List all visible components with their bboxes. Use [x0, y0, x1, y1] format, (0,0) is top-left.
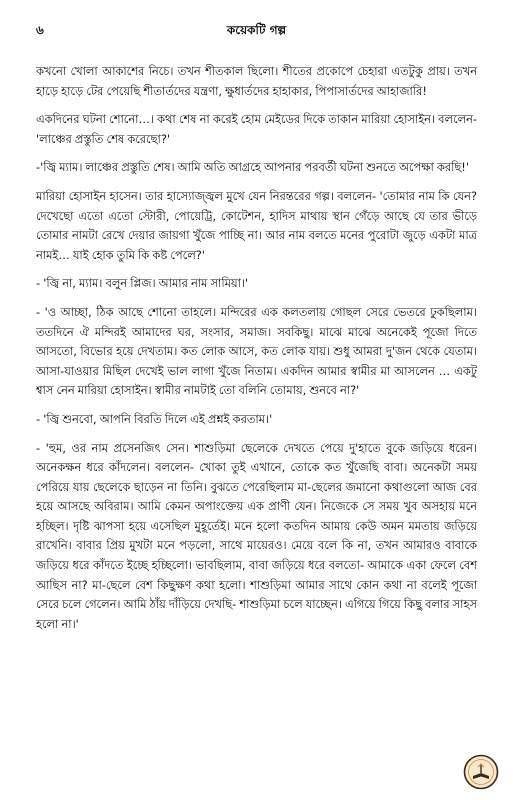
page-number: ৬: [36, 23, 44, 37]
page-header: [36, 22, 477, 42]
running-title: কয়েকটি গল্প: [226, 23, 287, 37]
paragraph: -'জ্বি ম্যাম। লাঞ্চের প্রস্তুতি শেষ। আমি অতি আগ্রহে আপনার পরবর্তী ঘটনা শুনতে অপেক্ষা করছি!': [36, 160, 469, 175]
body-text: [36, 62, 477, 643]
paragraph: - 'হুম, ওর নাম প্রসেনজিৎ সেন। শাশুড়িমা ছেলেকে দেখতে পেয়ে দু'হাতে বুকে জড়িয়ে ধরেন। অনেকক্ষন ধরে কাঁদলেন। বললেন- খোকা তুই এখানে, তোকে কত খুঁজেছি বাবা। অনেকটা সময় পেরিয়ে যায় ছেলেকে ছাড়েন না তিনি। বুঝতে পেরেছিলাম মা-ছেলের জমানো কথাগুলো আজ বের হয়ে আসছে অবিরাম। আমি কেমন অপাংক্তেয় এক প্রাণী যেন। নিজেকে সে সময় খুব অসহায় মনে হচ্ছিল। দৃষ্টি ঝাপসা হয়ে এসেছিল মুহূর্তেই। মনে হলো কতদিন আমায় কেউ অমন মমতায় জড়িয়ে রাখেনি। বাবার প্রিয় মুখটা মনে পড়লো, সাথে মায়েরও। মেয়ে বলে কি না, তখন আমারও বাবাকে জড়িয়ে ধরে কাঁদতে ইচ্ছে হচ্ছিলো। ভাবছিলাম, বাবা জড়িয়ে ধরে বলতো- আমাকে একা ফেলে বেশ আছিস না? মা-ছেলে বেশ কিছুক্ষণ কথা হলো। শাশুড়িমা আমার সাথে কোন কথা না বলেই পূজো সেরে চলে গেলেন। আমি ঠাঁয় দাঁড়িয়ে দেখছি- শাশুড়িমা চলে যাচ্ছেন। এগিয়ে গিয়ে কিছু বলার সাহস হলো না।': [36, 440, 477, 631]
paragraph: - 'ও আচ্ছা, ঠিক আছে শোনো তাহলে। মন্দিরের এক কলতলায় গোছল সেরে ভেতরে ঢুকছিলাম। ততদিনে ঐ মন্দিরই আমাদের ঘর, সংসার, সমাজ। সবকিছু। মাঝে মাঝে অনেকেই পূজো দিতে আসতো, বিভোর হয়ে দেখতাম। কত লোক আসে, কত লোক যায়। শুধু আমরা দু'জন থেকে যেতাম। আসা-যাওয়ার মিছিল দেখেই ভাল লাগা খুঁজে নিতাম। একদিন আমার স্বামীর মা আসলেন … একটু শ্বাস নেন মারিয়া হোসাইন। স্বামীর নামটাই তো বলিনি তোমায়, শুনবে না?': [36, 304, 477, 398]
paragraph: মারিয়া হোসাইন হাসেন। তার হাস্যোজ্জ্বল মুখে যেন নিরন্তরের গল্প। বললেন- 'তোমার নাম কি যেন? দেখেছো এতো এতো স্টোরী, পোয়েট্রি, কোটেশন, হাদিস মাথায় স্থান গেঁড়ে আছে যে তার ভীড়ে তোমার নামটা রেখে দেয়ার জায়গা খুঁজে পাচ্ছি না। আর নাম বলতে মনের পুরোটা জুড়ে একটা মাত্র নামই… যাই হোক তুমি কি কষ্ট পেলে?': [36, 188, 477, 262]
paragraph: একদিনের ঘটনা শোনো…। কথা শেষ না করেই হোম মেইডের দিকে তাকান মারিয়া হোসাইন। বললেন- 'লাঞ্চের প্রস্তুতি শেষ করেছো?': [36, 112, 477, 146]
paragraph: - 'জ্বি শুনবো, আপনি বিরতি দিলে এই প্রশ্নই করতাম।': [36, 411, 273, 426]
paragraph: কখনো খোলা আকাশের নিচে। তখন শীতকাল ছিলো। শীতের প্রকোপে চেহারা এতটুকু প্রায়। তখন হাড়ে হাড়ে টের পেয়েছি শীতার্তদের যন্ত্রণা, ক্ষুধার্তদের হাহাকার, পিপাসার্তদের আহাজারি!: [36, 64, 477, 98]
publisher-logo-icon: [463, 754, 499, 790]
paragraph: - 'জ্বি না, ম্যাম। বলুন প্লিজ। আমার নাম সামিয়া।': [36, 276, 249, 291]
